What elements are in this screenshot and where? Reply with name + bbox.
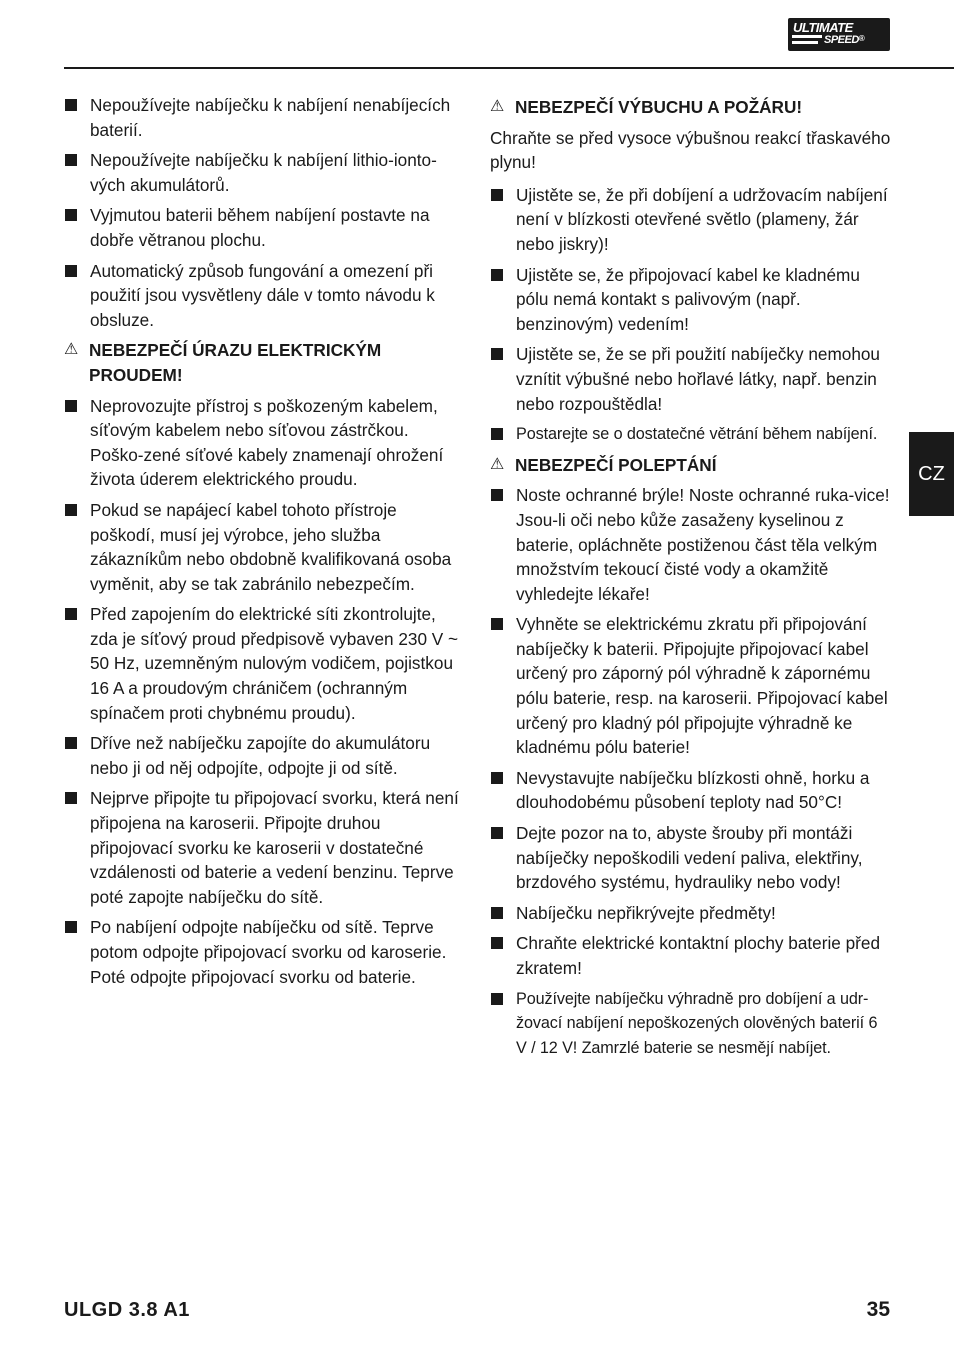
- bullet-text: Ujistěte se, že při dobíjení a udržovacím nabíjení není v blízkosti otevřené světlo (plameny, žár nebo jiskry)!: [516, 184, 888, 254]
- heading-text: NEBEZPEČÍ ÚRAZU ELEKTRICKÝM PROUDEM!: [89, 340, 382, 385]
- bullet-item: [64, 93, 466, 142]
- bullet-square-icon: [491, 489, 503, 501]
- bullet-square-icon: [65, 608, 77, 620]
- bullet-item: [490, 183, 892, 257]
- bullet-square-icon: [491, 428, 503, 440]
- bullet-square-icon: [491, 348, 503, 360]
- bullet-item: [490, 422, 892, 447]
- bullet-text: Chraňte elektrické kontaktní plochy baterie před zkratem!: [516, 933, 881, 978]
- logo-stripe: [792, 35, 822, 38]
- bullet-square-icon: [65, 99, 77, 111]
- heading-text: NEBEZPEČÍ VÝBUCHU A POŽÁRU!: [515, 97, 803, 117]
- bullet-text: Ujistěte se, že se při použití nabíječky nemohou vznítit výbušné nebo hořlavé látky, např. benzin nebo rozpouštědla!: [516, 344, 880, 414]
- bullet-item: [64, 786, 466, 909]
- brand-logo: [788, 18, 890, 51]
- bullet-square-icon: [491, 993, 503, 1005]
- bullet-item: [490, 263, 892, 337]
- bullet-item: [490, 931, 892, 980]
- page-number: 35: [866, 1298, 890, 1321]
- bullet-text: Vyjmutou baterii během nabíjení postavte na dobře větranou plochu.: [90, 205, 430, 250]
- bullet-text: Nabíječku nepřikrývejte předměty!: [516, 902, 776, 923]
- bullet-item: [64, 915, 466, 989]
- bullet-item: [64, 498, 466, 596]
- bullet-square-icon: [65, 265, 77, 277]
- bullet-item: [64, 148, 466, 197]
- section-heading: [490, 95, 892, 120]
- bullet-square-icon: [65, 737, 77, 749]
- bullet-item: [490, 987, 892, 1061]
- bullet-text: Noste ochranné brýle! Noste ochranné ruka-vice! Jsou-li oči nebo kůže zasaženy kyselinou z baterie, opláchněte postiženou část těla velkým množstvím tekoucí čisté vody a okamžitě vyhledejte lékaře!: [516, 485, 890, 604]
- bullet-text: Ujistěte se, že připojovací kabel ke kladnému pólu nemá kontakt s palivovým (např. benzinovým) vedením!: [516, 264, 860, 334]
- heading-text: NEBEZPEČÍ POLEPTÁNÍ: [515, 454, 717, 475]
- bullet-square-icon: [491, 937, 503, 949]
- bullet-item: [490, 612, 892, 760]
- bullet-text: Dejte pozor na to, abyste šrouby při montáži nabíječky nepoškodili vedení paliva, elektřiny, brzdového systému, hydrauliky nebo vody!: [516, 823, 863, 893]
- section-heading: [64, 338, 466, 387]
- bullet-text: Nepoužívejte nabíječku k nabíjení lithio-ionto-vých akumulátorů.: [90, 150, 437, 195]
- bullet-square-icon: [491, 907, 503, 919]
- logo-text-top: ULTIMATE: [793, 20, 853, 35]
- bullet-square-icon: [491, 827, 503, 839]
- right-column: [490, 93, 892, 1066]
- bullet-text: Postarejte se o dostatečné větrání během nabíjení.: [516, 425, 878, 444]
- bullet-square-icon: [491, 772, 503, 784]
- bullet-text: Po nabíjení odpojte nabíječku od sítě. Teprve potom odpojte připojovací svorku od karoserie. Poté odpojte připojovací svorku od baterie.: [90, 917, 447, 987]
- bullet-text: Pokud se napájecí kabel tohoto přístroje poškodí, musí jej výrobce, jeho služba zákazníkům nebo obdobně kvalifikovaná osoba vyměnit, aby se tak zabránilo nebezpečím.: [90, 499, 452, 594]
- bullet-text: Vyhněte se elektrickému zkratu při připojování nabíječky k baterii. Připojujte připojovací kabel určený pro záporný pól výhradně k zápornému pólu baterie, resp. na karoserii. Připojovací kabel určený pro kladný pól připojujte výhradně ke kladnému pólu baterie!: [516, 614, 888, 758]
- header-rule: [64, 67, 954, 69]
- bullet-square-icon: [65, 792, 77, 804]
- bullet-text: Automatický způsob fungování a omezení při použití jsou vysvětleny dále v tomto návodu k obsluze.: [90, 260, 435, 330]
- section-heading: [490, 453, 892, 478]
- bullet-item: [490, 901, 892, 926]
- bullet-item: [64, 394, 466, 492]
- bullet-item: [490, 342, 892, 416]
- language-tab: CZ: [909, 432, 954, 516]
- bullet-item: [64, 259, 466, 333]
- bullet-text: Neprovozujte přístroj s poškozeným kabelem, síťovým kabelem nebo síťovou zástrčkou. Poško-zené síťové kabely znamenají ohrožení života úderem elektrického proudu.: [90, 395, 444, 490]
- intro-text: Chraňte se před vysoce výbušnou reakcí třaskavého plynu!: [490, 127, 891, 173]
- bullet-square-icon: [65, 921, 77, 933]
- bullet-text: Nevystavujte nabíječku blízkosti ohně, horku a dlouhodobému působení teploty nad 50°C!: [516, 767, 870, 813]
- logo-text-bottom: SPEED®: [824, 34, 865, 46]
- warning-triangle-icon: ⚠: [490, 98, 505, 115]
- bullet-square-icon: [65, 400, 77, 412]
- bullet-item: [490, 821, 892, 895]
- bullet-square-icon: [65, 154, 77, 166]
- bullet-text: Používejte nabíječku výhradně pro dobíjení a udr-žovací nabíjení nepoškozených olověných baterií 6 V / 12 V! Zamrzlé baterie se nesmějí nabíjet.: [516, 989, 878, 1057]
- bullet-text: Dříve než nabíječku zapojíte do akumulátoru nebo ji od něj odpojíte, odpojte ji od sítě.: [90, 733, 431, 778]
- warning-triangle-icon: ⚠: [64, 341, 79, 359]
- bullet-square-icon: [491, 189, 503, 201]
- bullet-item: [64, 602, 466, 725]
- footer-model: ULGD 3.8 A1: [64, 1299, 190, 1321]
- bullet-item: [64, 731, 466, 780]
- bullet-item: [64, 203, 466, 252]
- logo-stripe: [792, 41, 818, 44]
- bullet-square-icon: [491, 618, 503, 630]
- bullet-text: Nejprve připojte tu připojovací svorku, která není připojena na karoserii. Připojte druhou připojovací svorku ke karoserii v dostatečné vzdálenosti od baterie a vedení benzinu. Teprve poté zapojte nabíječku do sítě.: [90, 788, 459, 907]
- bullet-item: [490, 766, 892, 815]
- bullet-square-icon: [491, 269, 503, 281]
- warning-triangle-icon: ⚠: [490, 455, 505, 473]
- bullet-square-icon: [65, 504, 77, 516]
- left-column: [64, 93, 466, 995]
- bullet-text: Před zapojením do elektrické síti zkontrolujte, zda je síťový proud předpisově vybaven 230 V ~ 50 Hz, uzemněným nulovým vodičem, pojistkou 16 A a proudovým chráničem (ochranným spínačem proti chybnému proudu).: [90, 604, 459, 723]
- bullet-item: [490, 483, 892, 606]
- bullet-text: Nepoužívejte nabíječku k nabíjení nenabíjecích baterií.: [90, 95, 451, 140]
- bullet-square-icon: [65, 209, 77, 221]
